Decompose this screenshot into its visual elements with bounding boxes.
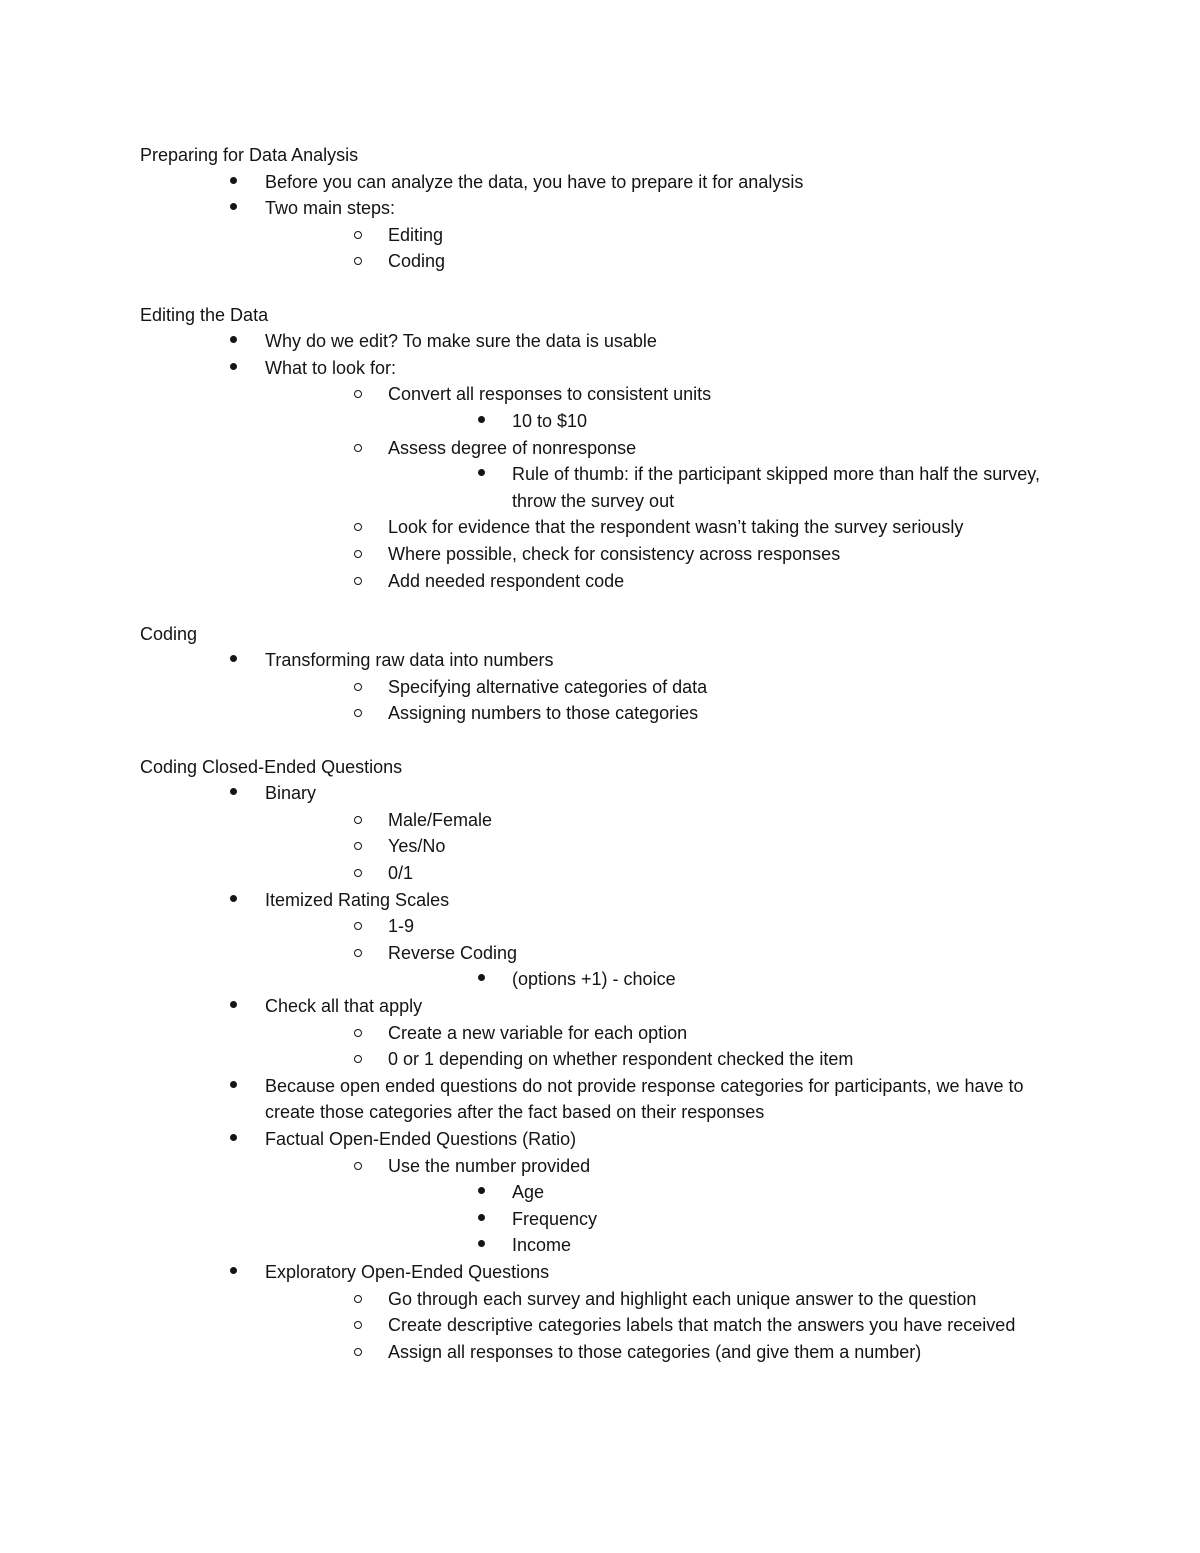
list-item (140, 408, 1060, 435)
list-item-text: Coding (388, 251, 446, 272)
list-item-text: Yes/No (388, 836, 446, 857)
list-item-text: Assess degree of nonresponse (388, 437, 637, 458)
list-item (140, 514, 1060, 541)
list-item-text: Because open ended questions do not provide response categories for participants, we have to create those categories after the fact based on their responses (265, 1075, 1024, 1123)
bullet-icon (227, 169, 241, 196)
bullet-icon (227, 993, 241, 1020)
list-item (140, 674, 1060, 701)
list-item (140, 248, 1060, 275)
list-item (140, 541, 1060, 568)
bullet-icon (475, 408, 489, 435)
circle-bullet-icon (351, 1153, 365, 1180)
list-item (140, 1312, 1060, 1339)
list-item-text: Add needed respondent code (388, 570, 625, 591)
list-item-text: Factual Open-Ended Questions (Ratio) (265, 1128, 577, 1149)
list-item (140, 1286, 1060, 1313)
list-item (140, 435, 1060, 462)
list-item-text: Create a new variable for each option (388, 1022, 688, 1043)
list-item-text: Two main steps: (265, 198, 396, 219)
list-item (140, 1232, 1060, 1259)
section-heading-coding: Coding (140, 623, 198, 644)
list-item (140, 1179, 1060, 1206)
list-item (140, 1126, 1060, 1153)
circle-bullet-icon (351, 674, 365, 701)
circle-bullet-icon (351, 1286, 365, 1313)
list-item-text: Where possible, check for consistency across responses (388, 543, 841, 564)
circle-bullet-icon (351, 1312, 365, 1339)
circle-bullet-icon (351, 568, 365, 595)
list-item (140, 461, 1060, 514)
list-item-text: Why do we edit? To make sure the data is usable (265, 331, 657, 352)
list-item (140, 169, 1060, 196)
list-item-text: Rule of thumb: if the participant skipped more than half the survey, throw the survey out (512, 464, 1040, 511)
bullet-icon (475, 1179, 489, 1206)
list-item (140, 647, 1060, 674)
circle-bullet-icon (351, 807, 365, 834)
circle-bullet-icon (351, 222, 365, 249)
bullet-icon (227, 887, 241, 914)
circle-bullet-icon (351, 435, 365, 462)
bullet-icon (227, 328, 241, 355)
list-item (140, 1206, 1060, 1233)
bullet-icon (227, 780, 241, 807)
circle-bullet-icon (351, 248, 365, 275)
list-item (140, 1020, 1060, 1047)
list-item (140, 222, 1060, 249)
section-spacer (140, 727, 1060, 754)
list-item-text: Check all that apply (265, 996, 423, 1016)
list-item-text: Male/Female (388, 809, 493, 830)
list-item-text: Look for evidence that the respondent wasn’t taking the survey seriously (388, 517, 964, 538)
list-item-text: Reverse Coding (388, 942, 518, 963)
list-item-text: Create descriptive categories labels that match the answers you have received (388, 1315, 1016, 1336)
circle-bullet-icon (351, 833, 365, 860)
list-item (140, 1073, 1060, 1126)
list-item-text: What to look for: (265, 357, 397, 378)
list-item (140, 700, 1060, 727)
list-item-text: Assigning numbers to those categories (388, 703, 699, 724)
list-item-text: Transforming raw data into numbers (265, 650, 554, 671)
circle-bullet-icon (351, 541, 365, 568)
list-item (140, 1153, 1060, 1180)
circle-bullet-icon (351, 913, 365, 940)
list-item (140, 807, 1060, 834)
list-item-text: Frequency (512, 1208, 598, 1229)
list-item (140, 195, 1060, 222)
list-item-text: Assign all responses to those categories (and give them a number) (388, 1341, 922, 1362)
section-heading-editing: Editing the Data (140, 304, 269, 325)
list-item-text: Itemized Rating Scales (265, 889, 450, 910)
section-heading-preparing: Preparing for Data Analysis (140, 145, 359, 165)
list-item-text: Use the number provided (388, 1155, 591, 1176)
list-item-text: Go through each survey and highlight each unique answer to the question (388, 1288, 977, 1309)
circle-bullet-icon (351, 514, 365, 541)
bullet-icon (227, 647, 241, 674)
list-item (140, 381, 1060, 408)
circle-bullet-icon (351, 940, 365, 967)
list-item-text: Binary (265, 783, 317, 804)
list-item-text: 0/1 (388, 863, 414, 884)
section-spacer (140, 275, 1060, 302)
circle-bullet-icon (351, 1020, 365, 1047)
list-item (140, 568, 1060, 595)
list-item-text: Exploratory Open-Ended Questions (265, 1261, 550, 1282)
circle-bullet-icon (351, 860, 365, 887)
list-item (140, 940, 1060, 967)
list-item-text: Convert all responses to consistent units (388, 384, 712, 405)
circle-bullet-icon (351, 1339, 365, 1366)
list-item-text: 0 or 1 depending on whether respondent checked the item (388, 1049, 854, 1070)
circle-bullet-icon (351, 700, 365, 727)
bullet-icon (227, 195, 241, 222)
list-item (140, 355, 1060, 382)
list-item (140, 966, 1060, 993)
list-item-text: 10 to $10 (512, 410, 588, 431)
bullet-icon (475, 461, 489, 488)
bullet-icon (227, 1126, 241, 1153)
list-item (140, 913, 1060, 940)
circle-bullet-icon (351, 1046, 365, 1073)
list-item-text: Specifying alternative categories of data (388, 676, 708, 697)
list-item-text: 1-9 (388, 916, 415, 937)
list-item-text: Before you can analyze the data, you have to prepare it for analysis (265, 171, 804, 192)
list-item (140, 780, 1060, 807)
list-item (140, 328, 1060, 355)
notes-body (140, 142, 1060, 1365)
circle-bullet-icon (351, 381, 365, 408)
section-spacer (140, 594, 1060, 621)
list-item (140, 833, 1060, 860)
list-item (140, 887, 1060, 914)
list-item-text: Editing (388, 224, 444, 245)
section-heading-closed-ended: Coding Closed-Ended Questions (140, 756, 403, 777)
list-item-text: Age (512, 1182, 545, 1203)
list-item (140, 1259, 1060, 1286)
list-item-text: Income (512, 1235, 572, 1256)
bullet-icon (475, 1206, 489, 1233)
list-item (140, 860, 1060, 887)
bullet-icon (227, 355, 241, 382)
list-item-text: (options +1) - choice (512, 969, 676, 990)
bullet-icon (227, 1073, 241, 1100)
list-item (140, 1046, 1060, 1073)
bullet-icon (475, 966, 489, 993)
bullet-icon (475, 1232, 489, 1259)
list-item (140, 993, 1060, 1020)
bullet-icon (227, 1259, 241, 1286)
list-item (140, 1339, 1060, 1366)
